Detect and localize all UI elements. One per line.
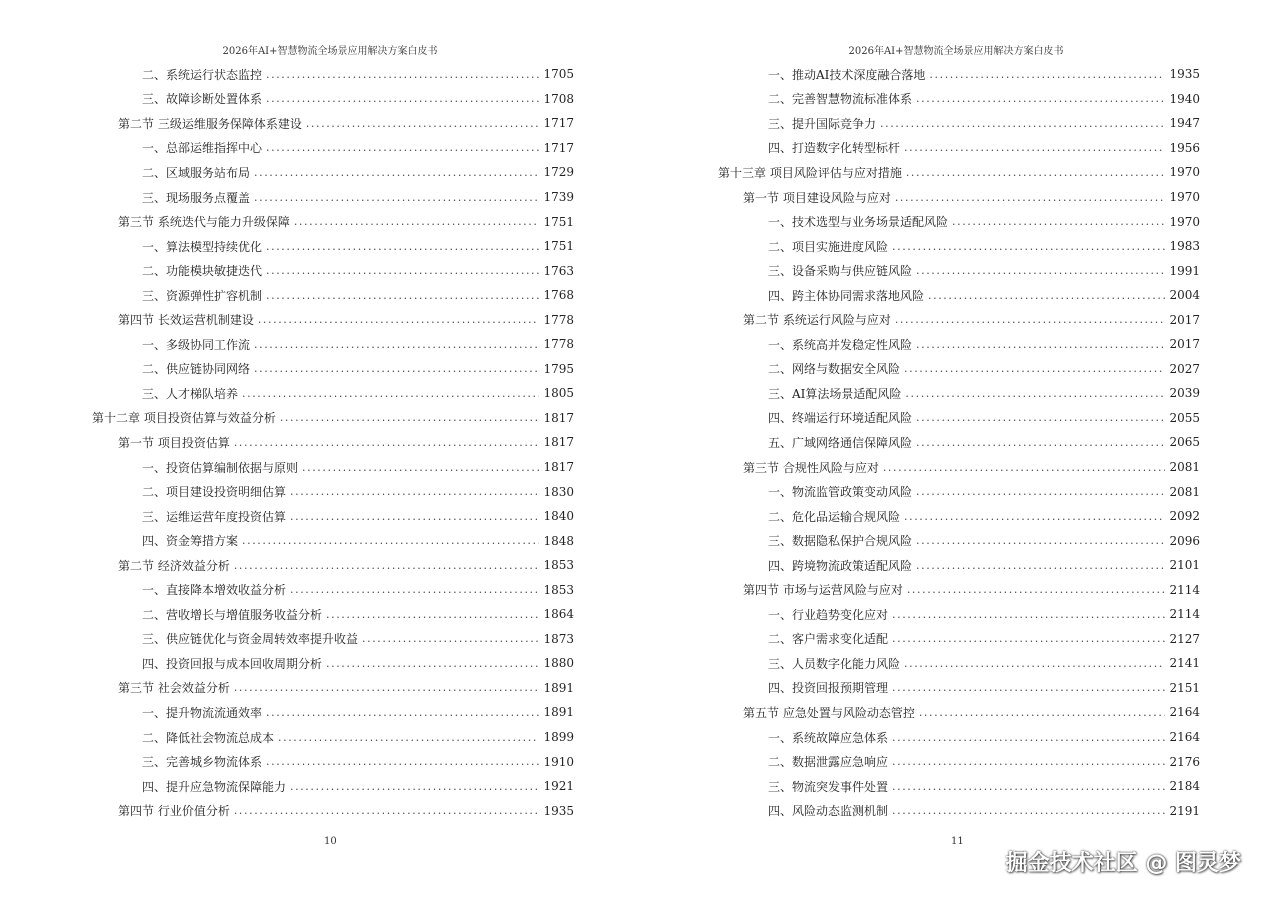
toc-entry-title: 一、系统高并发稳定性风险: [768, 337, 913, 352]
toc-entry: [0, 185, 574, 210]
toc-entry-title: 一、物流监管政策变动风险: [768, 485, 913, 500]
toc-entry-title: 二、危化品运输合规风险: [768, 509, 901, 524]
toc-entry-page: 1873: [543, 631, 574, 646]
toc-leader-dots: [362, 632, 539, 645]
toc-entry-title: 三、AI算法场景适配风险: [768, 386, 902, 401]
toc-entry: [632, 627, 1200, 652]
toc-entry-page: 1717: [543, 116, 574, 131]
toc-entry-page: 1899: [543, 730, 574, 745]
toc-entry-title: 一、推动AI技术深度融合落地: [768, 67, 926, 82]
toc-leader-dots: [280, 411, 540, 424]
toc-entry: [632, 455, 1200, 480]
toc-entry-page: 2092: [1169, 509, 1200, 524]
toc-entry: [0, 406, 574, 431]
toc-entry-title: 四、投资回报预期管理: [768, 681, 889, 696]
toc-entry-page: 1940: [1169, 91, 1200, 106]
toc-entry-title: 三、人才梯队培养: [142, 386, 239, 401]
toc-entry-page: 1853: [543, 558, 574, 573]
toc-entry-page: 1956: [1169, 140, 1200, 155]
toc-entry: [0, 479, 574, 504]
toc-leader-dots: [906, 166, 1166, 179]
toc-entry-page: 2065: [1169, 435, 1200, 450]
toc-entry-page: 1910: [543, 754, 574, 769]
toc-entry-page: 2191: [1169, 803, 1200, 818]
toc-entry-page: 2039: [1169, 386, 1200, 401]
toc-entry-page: 1970: [1169, 214, 1200, 229]
toc-entry-page: 1921: [543, 779, 574, 794]
toc-entry: [632, 504, 1200, 529]
toc-entry-title: 四、资金筹措方案: [142, 534, 239, 549]
toc-entry-page: 1708: [543, 91, 574, 106]
toc-entry-page: 2164: [1169, 730, 1200, 745]
toc-entry: [0, 749, 574, 774]
toc-entry-title: 一、行业趋势变化应对: [768, 607, 889, 622]
toc-leader-dots: [892, 755, 1165, 768]
toc-leader-dots: [892, 731, 1165, 744]
toc-entry-title: 第二节 三级运维服务保障体系建设: [118, 116, 302, 131]
toc-entry-page: 1729: [543, 165, 574, 180]
toc-leader-dots: [892, 632, 1165, 645]
toc-entry-page: 1880: [543, 656, 574, 671]
toc-entry: [0, 725, 574, 750]
toc-entry: [0, 62, 574, 87]
toc-leader-dots: [234, 559, 540, 572]
toc-leader-dots: [266, 706, 539, 719]
toc-entry-page: 1778: [543, 312, 574, 327]
toc-leader-dots: [266, 68, 539, 81]
toc-leader-dots: [904, 657, 1165, 670]
toc-entry: [0, 528, 574, 553]
toc-list: [0, 62, 574, 823]
toc-entry: [0, 332, 574, 357]
toc-entry: [0, 676, 574, 701]
toc-entry-title: 五、广域网络通信保障风险: [768, 435, 913, 450]
toc-entry-title: 一、技术选型与业务场景适配风险: [768, 215, 949, 230]
toc-leader-dots: [266, 289, 539, 302]
toc-entry: [0, 627, 574, 652]
toc-entry-title: 二、完善智慧物流标准体系: [768, 92, 913, 107]
toc-entry-title: 三、提升国际竞争力: [768, 116, 877, 131]
toc-leader-dots: [254, 338, 539, 351]
toc-leader-dots: [258, 313, 540, 326]
toc-entry-page: 1817: [543, 435, 574, 450]
toc-entry-title: 二、降低社会物流总成本: [142, 730, 275, 745]
toc-leader-dots: [234, 804, 540, 817]
toc-entry-page: 1717: [543, 140, 574, 155]
toc-leader-dots: [242, 387, 539, 400]
toc-entry-title: 四、风险动态监测机制: [768, 804, 889, 819]
toc-entry-page: 1891: [543, 680, 574, 695]
toc-entry-title: 四、跨境物流政策适配风险: [768, 558, 913, 573]
toc-entry: [632, 307, 1200, 332]
toc-entry: [632, 234, 1200, 259]
toc-leader-dots: [294, 215, 540, 228]
toc-leader-dots: [916, 436, 1165, 449]
toc-entry-title: 四、跨主体协同需求落地风险: [768, 288, 925, 303]
watermark-text: 掘金技术社区 @ 图灵梦: [1005, 851, 1241, 876]
toc-entry: [632, 528, 1200, 553]
toc-entry-page: 2017: [1169, 312, 1200, 327]
toc-leader-dots: [266, 240, 539, 253]
toc-leader-dots: [880, 117, 1165, 130]
toc-leader-dots: [290, 583, 539, 596]
toc-entry: [632, 676, 1200, 701]
toc-leader-dots: [290, 780, 539, 793]
toc-entry-title: 二、项目建设投资明细估算: [142, 485, 287, 500]
toc-entry-page: 2027: [1169, 361, 1200, 376]
toc-entry: [632, 430, 1200, 455]
toc-entry-title: 第三节 合规性风险与应对: [743, 460, 879, 475]
toc-leader-dots: [928, 289, 1165, 302]
toc-leader-dots: [892, 608, 1165, 621]
toc-leader-dots: [895, 313, 1166, 326]
toc-entry-title: 三、故障诊断处置体系: [142, 92, 263, 107]
toc-entry-page: 1983: [1169, 239, 1200, 254]
toc-entry-page: 1864: [543, 607, 574, 622]
toc-entry-page: 1970: [1169, 165, 1200, 180]
toc-entry-page: 2151: [1169, 680, 1200, 695]
toc-entry-title: 二、数据泄露应急响应: [768, 755, 889, 770]
toc-entry: [0, 234, 574, 259]
toc-entry: [0, 602, 574, 627]
toc-leader-dots: [254, 191, 539, 204]
toc-entry-page: 1840: [543, 509, 574, 524]
toc-entry-title: 三、运维运营年度投资估算: [142, 509, 287, 524]
toc-entry-page: 1817: [543, 460, 574, 475]
toc-entry: [632, 185, 1200, 210]
toc-leader-dots: [234, 436, 540, 449]
toc-leader-dots: [892, 804, 1165, 817]
toc-entry: [0, 209, 574, 234]
toc-entry-title: 第四节 市场与运营风险与应对: [743, 583, 903, 598]
toc-entry-title: 三、供应链优化与资金周转效率提升收益: [142, 632, 359, 647]
toc-entry: [632, 136, 1200, 161]
toc-leader-dots: [266, 755, 539, 768]
toc-entry-title: 一、投资估算编制依据与原则: [142, 460, 299, 475]
toc-entry: [0, 798, 574, 823]
toc-leader-dots: [916, 264, 1165, 277]
toc-entry-page: 2184: [1169, 779, 1200, 794]
toc-entry-page: 2141: [1169, 656, 1200, 671]
toc-entry-page: 2055: [1169, 410, 1200, 425]
toc-leader-dots: [326, 657, 539, 670]
toc-entry-page: 2164: [1169, 705, 1200, 720]
toc-entry: [0, 160, 574, 185]
toc-entry-title: 第十二章 项目投资估算与效益分析: [92, 411, 276, 426]
toc-entry: [632, 62, 1200, 87]
toc-leader-dots: [916, 534, 1165, 547]
toc-entry: [0, 700, 574, 725]
toc-entry-page: 1935: [543, 803, 574, 818]
toc-leader-dots: [326, 608, 539, 621]
toc-entry: [632, 774, 1200, 799]
toc-entry-page: 1848: [543, 533, 574, 548]
toc-entry: [632, 111, 1200, 136]
toc-entry-title: 二、供应链协同网络: [142, 362, 251, 377]
page-number: 10: [324, 836, 337, 847]
toc-leader-dots: [302, 461, 539, 474]
toc-entry: [0, 136, 574, 161]
toc-leader-dots: [892, 240, 1165, 253]
toc-entry-page: 1805: [543, 386, 574, 401]
toc-leader-dots: [290, 510, 539, 523]
toc-entry: [632, 602, 1200, 627]
toc-entry: [0, 577, 574, 602]
toc-entry-title: 三、人员数字化能力风险: [768, 656, 901, 671]
toc-entry: [632, 725, 1200, 750]
toc-entry-title: 二、区域服务站布局: [142, 165, 251, 180]
toc-entry-title: 第四节 长效运营机制建设: [118, 313, 254, 328]
page-number: 11: [951, 836, 964, 847]
toc-entry: [632, 553, 1200, 578]
toc-entry-title: 三、设备采购与供应链风险: [768, 264, 913, 279]
toc-entry: [0, 258, 574, 283]
toc-leader-dots: [929, 68, 1165, 81]
toc-leader-dots: [916, 338, 1165, 351]
toc-entry-page: 1935: [1169, 67, 1200, 82]
toc-leader-dots: [242, 534, 539, 547]
toc-entry-page: 1830: [543, 484, 574, 499]
toc-entry-title: 一、总部运维指挥中心: [142, 141, 263, 156]
toc-entry-page: 2176: [1169, 754, 1200, 769]
toc-entry-title: 第一节 项目建设风险与应对: [743, 190, 891, 205]
toc-entry-page: 1778: [543, 337, 574, 352]
toc-leader-dots: [290, 485, 539, 498]
toc-leader-dots: [919, 706, 1166, 719]
toc-entry-title: 第二节 经济效益分析: [118, 558, 230, 573]
toc-leader-dots: [905, 387, 1165, 400]
toc-entry: [632, 479, 1200, 504]
toc-leader-dots: [278, 731, 539, 744]
toc-entry-title: 四、终端运行环境适配风险: [768, 411, 913, 426]
toc-entry-page: 1763: [543, 263, 574, 278]
toc-entry-page: 2127: [1169, 631, 1200, 646]
toc-entry: [0, 651, 574, 676]
toc-entry: [632, 160, 1200, 185]
toc-entry-page: 1991: [1169, 263, 1200, 278]
toc-entry: [0, 774, 574, 799]
toc-entry-title: 第五节 应急处置与风险动态管控: [743, 705, 915, 720]
toc-entry: [0, 357, 574, 382]
toc-entry: [632, 700, 1200, 725]
toc-leader-dots: [266, 264, 539, 277]
toc-entry: [0, 87, 574, 112]
toc-leader-dots: [904, 362, 1165, 375]
toc-entry-title: 三、物流突发事件处置: [768, 779, 889, 794]
toc-leader-dots: [916, 411, 1165, 424]
toc-entry: [0, 381, 574, 406]
toc-leader-dots: [916, 92, 1165, 105]
toc-entry-page: 1817: [543, 410, 574, 425]
toc-entry: [0, 553, 574, 578]
toc-leader-dots: [907, 583, 1166, 596]
toc-entry: [632, 798, 1200, 823]
toc-entry-page: 2004: [1169, 288, 1200, 303]
toc-leader-dots: [883, 461, 1166, 474]
toc-entry-page: 2096: [1169, 533, 1200, 548]
toc-entry: [0, 455, 574, 480]
left-page: [0, 0, 632, 898]
toc-entry-page: 1970: [1169, 190, 1200, 204]
toc-entry-page: 1947: [1169, 116, 1200, 131]
toc-leader-dots: [895, 191, 1166, 204]
toc-entry: [632, 749, 1200, 774]
toc-entry-title: 一、系统故障应急体系: [768, 730, 889, 745]
toc-entry-page: 2017: [1169, 337, 1200, 352]
toc-entry: [0, 307, 574, 332]
toc-leader-dots: [254, 166, 539, 179]
toc-leader-dots: [916, 559, 1165, 572]
toc-entry-title: 一、多级协同工作流: [142, 337, 251, 352]
toc-leader-dots: [254, 362, 539, 375]
toc-entry-page: 1795: [543, 361, 574, 376]
toc-leader-dots: [266, 141, 539, 154]
toc-entry-title: 第四节 行业价值分析: [118, 804, 230, 819]
toc-entry: [632, 258, 1200, 283]
toc-entry-title: 三、完善城乡物流体系: [142, 755, 263, 770]
toc-entry-title: 三、数据隐私保护合规风险: [768, 534, 913, 549]
toc-entry-title: 二、客户需求变化适配: [768, 632, 889, 647]
toc-leader-dots: [234, 681, 540, 694]
toc-entry-page: 2101: [1169, 558, 1200, 573]
toc-entry: [632, 87, 1200, 112]
toc-entry: [632, 209, 1200, 234]
toc-entry-page: 1891: [543, 705, 574, 720]
toc-entry-title: 四、投资回报与成本回收周期分析: [142, 656, 323, 671]
toc-entry-page: 2114: [1169, 582, 1200, 597]
toc-leader-dots: [952, 215, 1165, 228]
toc-entry-page: 2081: [1169, 484, 1200, 499]
toc-entry: [632, 283, 1200, 308]
toc-entry-title: 一、提升物流流通效率: [142, 705, 263, 720]
toc-entry-page: 1751: [543, 239, 574, 254]
toc-leader-dots: [892, 780, 1165, 793]
toc-entry: [0, 504, 574, 529]
toc-entry-title: 二、项目实施进度风险: [768, 239, 889, 254]
toc-entry-title: 第二节 系统运行风险与应对: [743, 313, 891, 328]
toc-entry-title: 四、提升应急物流保障能力: [142, 779, 287, 794]
toc-entry-page: 2114: [1169, 607, 1200, 622]
toc-entry-title: 二、网络与数据安全风险: [768, 362, 901, 377]
toc-leader-dots: [892, 681, 1165, 694]
toc-entry: [0, 283, 574, 308]
page-header: 2026年AI+智慧物流全场景应用解决方案白皮书: [848, 46, 1064, 57]
toc-entry-title: 四、打造数字化转型标杆: [768, 141, 901, 156]
toc-leader-dots: [904, 141, 1165, 154]
toc-leader-dots: [916, 485, 1165, 498]
toc-entry-page: 1739: [543, 190, 574, 204]
toc-entry-page: 1705: [543, 67, 574, 82]
toc-entry: [0, 111, 574, 136]
toc-entry-title: 一、算法模型持续优化: [142, 239, 263, 254]
toc-leader-dots: [306, 117, 540, 130]
toc-entry-title: 一、直接降本增效收益分析: [142, 583, 287, 598]
toc-entry: [632, 406, 1200, 431]
toc-entry: [632, 577, 1200, 602]
toc-entry-title: 二、营收增长与增值服务收益分析: [142, 607, 323, 622]
toc-entry-page: 1853: [543, 582, 574, 597]
toc-leader-dots: [266, 92, 539, 105]
toc-entry-title: 二、系统运行状态监控: [142, 67, 263, 82]
page-header: 2026年AI+智慧物流全场景应用解决方案白皮书: [222, 46, 438, 57]
toc-entry-page: 1751: [543, 214, 574, 229]
toc-list: [632, 62, 1200, 823]
toc-entry-title: 第三节 系统迭代与能力升级保障: [118, 215, 290, 230]
toc-entry: [632, 357, 1200, 382]
toc-leader-dots: [904, 510, 1165, 523]
toc-entry-title: 第十三章 项目风险评估与应对措施: [718, 165, 902, 180]
toc-entry-title: 二、功能模块敏捷迭代: [142, 264, 263, 279]
toc-entry-page: 1768: [543, 288, 574, 303]
toc-entry-title: 三、资源弹性扩容机制: [142, 288, 263, 303]
right-page: [632, 0, 1265, 898]
toc-entry: [632, 651, 1200, 676]
toc-entry-page: 2081: [1169, 460, 1200, 475]
toc-entry-title: 第一节 项目投资估算: [118, 435, 230, 450]
toc-entry-title: 第三节 社会效益分析: [118, 681, 230, 696]
toc-entry: [632, 381, 1200, 406]
toc-entry: [0, 430, 574, 455]
toc-entry: [632, 332, 1200, 357]
toc-entry-title: 三、现场服务点覆盖: [142, 190, 251, 205]
